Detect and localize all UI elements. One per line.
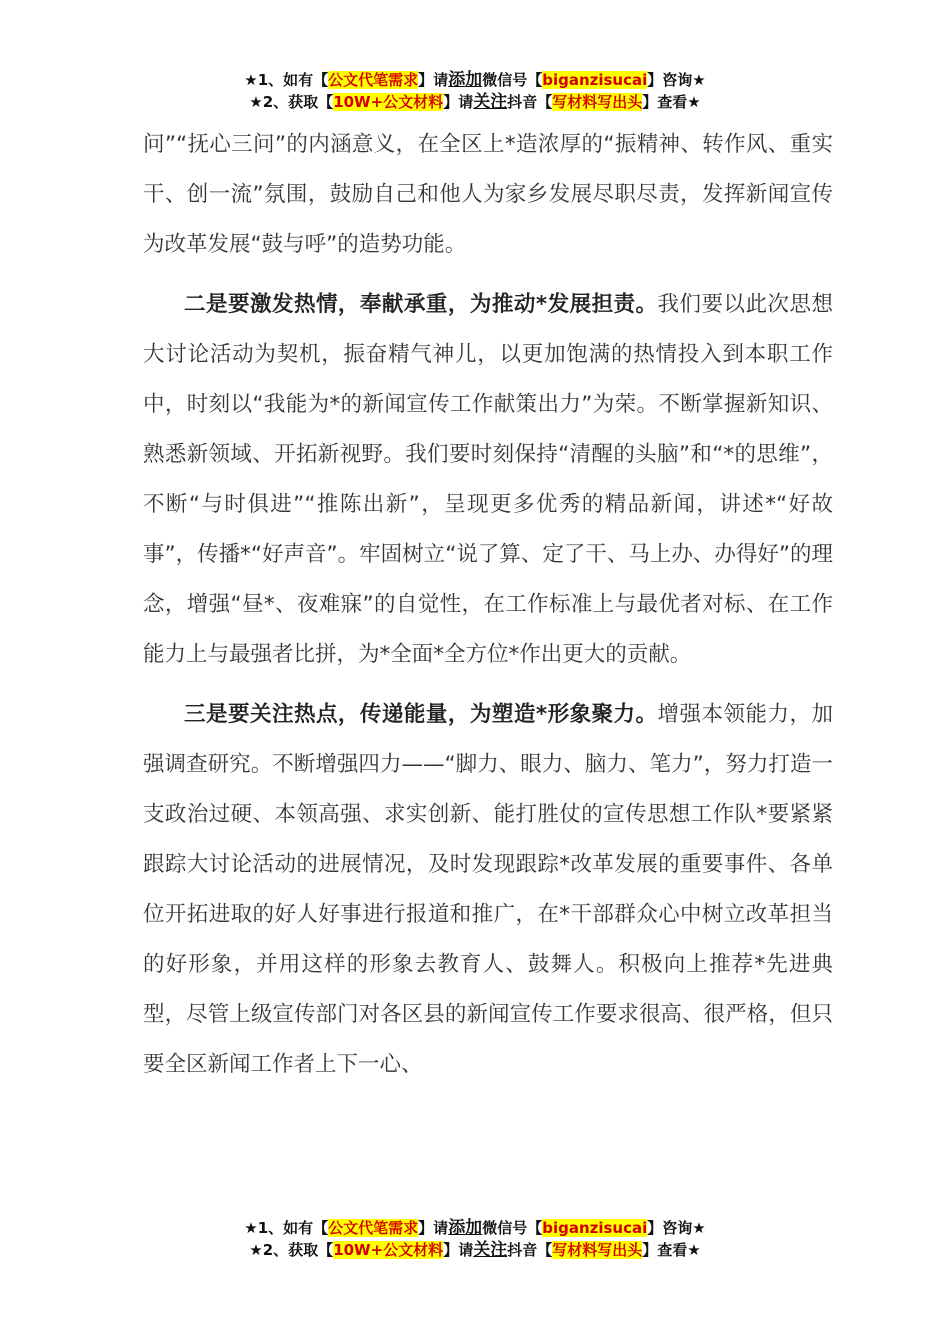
banner-highlight: 写材料写出头: [552, 1241, 643, 1259]
banner-emphasis: 关注: [473, 92, 508, 112]
header-banner: [0, 69, 950, 113]
banner-text: 微信号【: [482, 71, 543, 89]
banner-text: 微信号【: [482, 1219, 543, 1237]
banner-line-2: [0, 91, 950, 113]
paragraph-3-text: 增强本领能力，加强调查研究。不断增强四力——“脚力、眼力、脑力、笔力”，努力打造一支政治过硬、本领高强、求实创新、能打胜仗的宣传思想工作队*要紧紧跟踪大讨论活动的进展情况，及时发现跟踪*改革发展的重要事件、各单位开拓进取的好人好事进行报道和推广，在*干部群众心中树立改革担当的好形象，并用这样的形象去教育人、鼓舞人。积极向上推荐*先进典型，尽管上级宣传部门对各区县的新闻宣传工作要求很高、很严格，但只要全区新闻工作者上下一心、: [143, 702, 833, 1077]
banner-text: ★2、获取【: [249, 93, 334, 111]
banner-highlight: 10W+公文材料: [333, 93, 444, 111]
banner-highlight: biganzisucai: [542, 1219, 648, 1237]
banner-line-2: [0, 1239, 950, 1261]
banner-highlight: 10W+公文材料: [333, 1241, 444, 1259]
banner-highlight: 公文代笔需求: [328, 1219, 419, 1237]
banner-line-1: [0, 69, 950, 91]
banner-emphasis: 添加: [448, 1218, 483, 1238]
footer-banner: [0, 1217, 950, 1261]
banner-emphasis: 关注: [473, 1240, 508, 1260]
banner-text: 】咨询★: [647, 71, 706, 89]
banner-text: ★1、如有【: [244, 1219, 329, 1237]
banner-text: 】请: [418, 1219, 449, 1237]
banner-text: 】请: [418, 71, 449, 89]
banner-highlight: 写材料写出头: [552, 93, 643, 111]
banner-text: 】请: [443, 93, 474, 111]
document-body: [143, 120, 833, 1090]
banner-highlight: 公文代笔需求: [328, 71, 419, 89]
banner-text: 】咨询★: [647, 1219, 706, 1237]
paragraph-3: [143, 690, 833, 1090]
paragraph-2-heading: 二是要激发热情，奉献承重，为推动*发展担责。: [184, 292, 658, 317]
paragraph-1: 问”“抚心三问”的内涵意义，在全区上*造浓厚的“振精神、转作风、重实干、创一流”氛围，鼓励自己和他人为家乡发展尽职尽责，发挥新闻宣传为改革发展“鼓与呼”的造势功能。: [143, 132, 833, 257]
banner-emphasis: 添加: [448, 70, 483, 90]
banner-text: 抖音【: [507, 93, 553, 111]
banner-line-1: [0, 1217, 950, 1239]
banner-text: 】查看★: [642, 93, 701, 111]
banner-highlight: biganzisucai: [542, 71, 648, 89]
paragraph-2: [143, 280, 833, 680]
banner-text: ★2、获取【: [249, 1241, 334, 1259]
banner-text: 】查看★: [642, 1241, 701, 1259]
banner-text: 】请: [443, 1241, 474, 1259]
paragraph-3-heading: 三是要关注热点，传递能量，为塑造*形象聚力。: [184, 702, 658, 727]
banner-text: ★1、如有【: [244, 71, 329, 89]
paragraph-2-text: 我们要以此次思想大讨论活动为契机，振奋精气神儿，以更加饱满的热情投入到本职工作中，时刻以“我能为*的新闻宣传工作献策出力”为荣。不断掌握新知识、熟悉新领域、开拓新视野。我们要时刻保持“清醒的头脑”和“*的思维”，不断“与时俱进”“推陈出新”，呈现更多优秀的精品新闻，讲述*“好故事”，传播*“好声音”。牢固树立“说了算、定了干、马上办、办得好”的理念，增强“昼*、夜难寐”的自觉性，在工作标准上与最优者对标、在工作能力上与最强者比拼，为*全面*全方位*作出更大的贡献。: [143, 292, 833, 667]
banner-text: 抖音【: [507, 1241, 553, 1259]
